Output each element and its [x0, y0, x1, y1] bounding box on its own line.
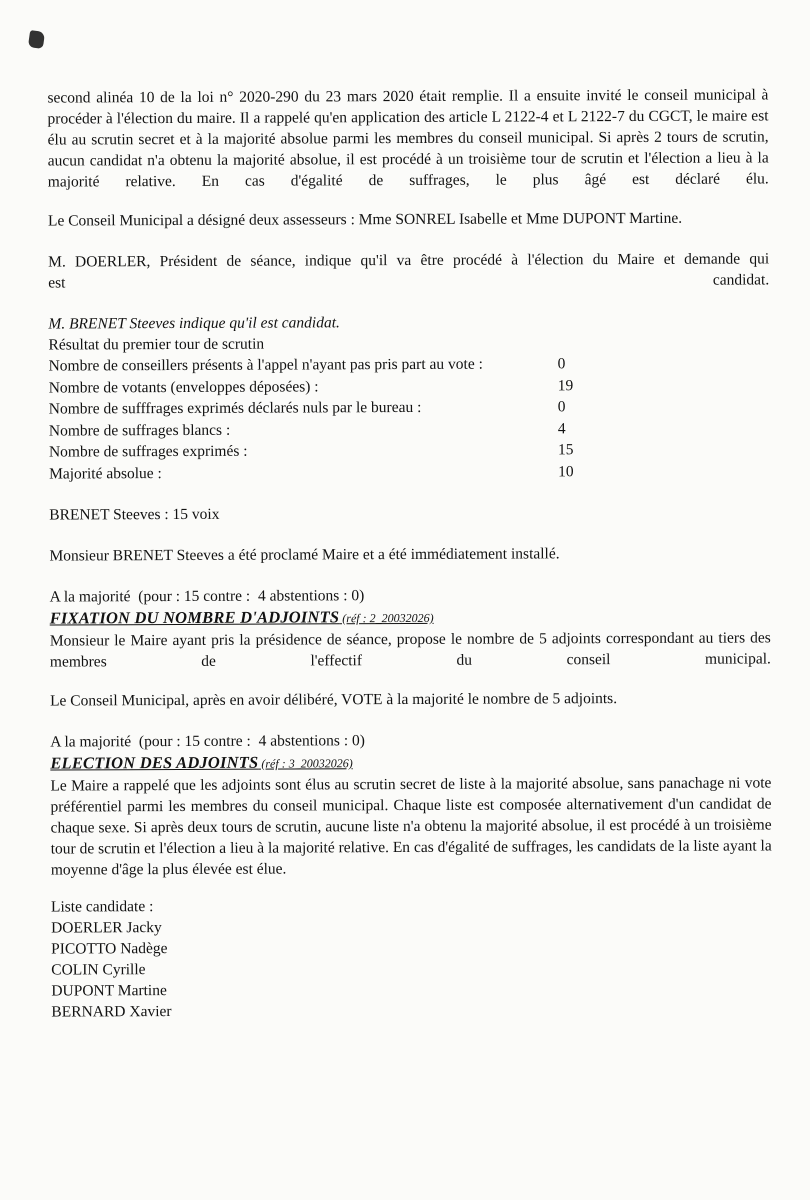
- result-value: 19: [557, 376, 574, 394]
- election-adjoints-body: Le Maire a rappelé que les adjoints sont élus au scrutin secret de liste à la majorité absolue, sans panachage ni vote préférentiel parmi les membres du conseil municipal. Chaque liste est composée alternativement d'un candidat de chaque sexe. Si après deux tours de scrutin, aucune liste n'a obtenu la majorité absolue, il est procédé à un troisième tour de scrutin et l'élection a lieu à la majorité relative. En cas d'égalité de suffrages, les candidats de la liste ayant la moyenne d'âge la plus élevée est élue.: [50, 774, 772, 879]
- section-heading-fixation: [50, 604, 771, 630]
- list-item: DUPONT Martine: [51, 982, 167, 1000]
- table-row: [49, 395, 770, 420]
- result-label: Nombre de sufffrages exprimés déclarés nuls par le bureau :: [48, 398, 422, 418]
- fixation-body: Monsieur le Maire ayant pris la présidence de séance, propose le nombre de 5 adjoints correspondant au tiers des membres de l'effectif du conseil municipal.: [49, 629, 771, 671]
- table-row: [49, 438, 770, 463]
- result-value: 0: [557, 398, 566, 416]
- table-row: [49, 460, 770, 485]
- result-label: Nombre de votants (enveloppes déposées) :: [48, 377, 319, 397]
- result-value: 0: [557, 355, 566, 373]
- section-title-fixation: FIXATION DU NOMBRE D'ADJOINTS: [49, 607, 340, 628]
- section-ref-fixation: (réf : 2_20032026): [339, 610, 434, 626]
- president-line-2-left: est: [48, 274, 66, 292]
- result-label: Nombre de suffrages blancs :: [48, 421, 231, 440]
- result-label: Majorité absolue :: [49, 464, 162, 483]
- intro-paragraph: second alinéa 10 de la loi n° 2020-290 du 23 mars 2020 était remplie. Il a ensuite invité le conseil municipal à procéder à l'élection du maire. Il a rappelé qu'en application des article L 2122-4 et L 2122-7 du CGCT, le maire est élu au scrutin secret et à la majorité absolue parmi les membres du conseil municipal. Si après 2 tours de scrutin, aucun candidat n'a obtenu la majorité absolue, il est procédé à un troisième tour de scrutin et l'élection a lieu à la majorité relative. En cas d'égalité de suffrages, le plus âgé est déclaré élu.: [47, 86, 769, 191]
- candidate-list-label: Liste candidate :: [50, 898, 154, 916]
- result-value: 15: [557, 441, 574, 459]
- vote-result-line: BRENET Steeves : 15 voix: [49, 505, 220, 524]
- table-row: [49, 374, 770, 399]
- section-title-election-adjoints: ELECTION DES ADJOINTS: [50, 752, 259, 773]
- deliberation-line: Le Conseil Municipal, après en avoir délibéré, VOTE à la majorité le nombre de 5 adjoints.: [50, 690, 618, 710]
- list-item: BERNARD Xavier: [51, 1003, 172, 1021]
- list-item: DOERLER Jacky: [51, 919, 162, 937]
- section-ref-election-adjoints: (réf : 3_20032026): [258, 756, 353, 771]
- president-paragraph: [48, 248, 769, 293]
- result-value: 4: [557, 419, 566, 437]
- proclamation-line: Monsieur BRENET Steeves a été proclamé Maire et a été immédiatement installé.: [49, 545, 560, 565]
- section-heading-election-adjoints: [50, 749, 771, 775]
- majority-line-mayor: A la majorité (pour : 15 contre : 4 abstentions : 0): [49, 587, 365, 606]
- assessors-line: Le Conseil Municipal a désigné deux assesseurs : Mme SONREL Isabelle et Mme DUPONT Martine.: [47, 209, 683, 230]
- majority-line-adjoints-count: A la majorité (pour : 15 contre : 4 abstentions : 0): [50, 732, 365, 751]
- table-row: [49, 352, 770, 377]
- result-label: Nombre de conseillers présents à l'appel n'ayant pas pris part au vote :: [48, 355, 483, 375]
- candidate-list: [51, 914, 772, 1022]
- president-line-2-right: candidat.: [712, 271, 770, 289]
- president-line-1: M. DOERLER, Président de séance, indique qu'il va être procédé à l'élection du Maire et demande qui: [48, 250, 770, 271]
- president-line-2: [48, 269, 769, 293]
- result-value: 10: [558, 462, 574, 480]
- result-label: Nombre de suffrages exprimés :: [48, 442, 248, 461]
- results-table: [49, 352, 771, 484]
- list-item: PICOTTO Nadège: [51, 940, 168, 958]
- table-row: [49, 417, 770, 442]
- candidate-statement: M. BRENET Steeves indique qu'il est candidat.: [48, 314, 340, 333]
- list-item: COLIN Cyrille: [51, 961, 146, 979]
- results-title: Résultat du premier tour de scrutin: [48, 335, 265, 354]
